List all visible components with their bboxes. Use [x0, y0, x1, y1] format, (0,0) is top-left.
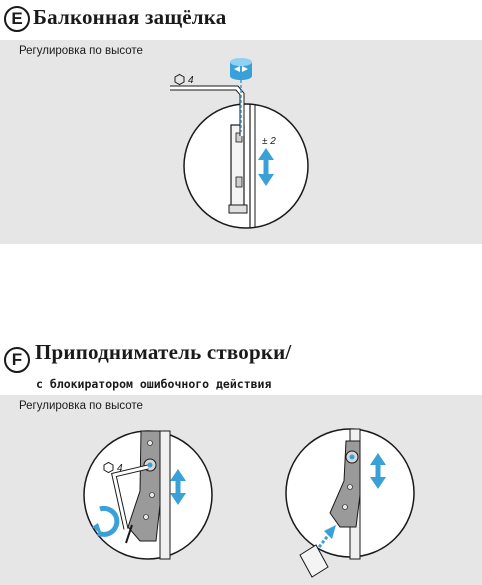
section-subtitle: с блокиратором ошибочного действия [36, 377, 272, 391]
section-letter-badge: F [4, 347, 30, 373]
illustration-panel [0, 395, 482, 585]
sash-lifter-illustration [0, 395, 482, 585]
adjustment-label: ± 2 [262, 136, 276, 147]
section-f [0, 340, 482, 585]
hex-size-icon [175, 75, 184, 85]
panel-label: Регулировка по высоте [19, 400, 143, 412]
panel-label: Регулировка по высоте [19, 45, 143, 57]
illustration-panel [0, 40, 482, 244]
section-title: Приподниматель створки/ [35, 340, 292, 364]
balcony-latch-illustration [0, 40, 482, 244]
section-letter-badge: E [4, 6, 30, 32]
section-e [0, 0, 482, 245]
section-title: Балконная защёлка [33, 5, 227, 29]
rotate-icon [230, 58, 252, 80]
hex-size-label: 4 [188, 75, 194, 86]
hex-size-label: 4 [117, 463, 123, 474]
